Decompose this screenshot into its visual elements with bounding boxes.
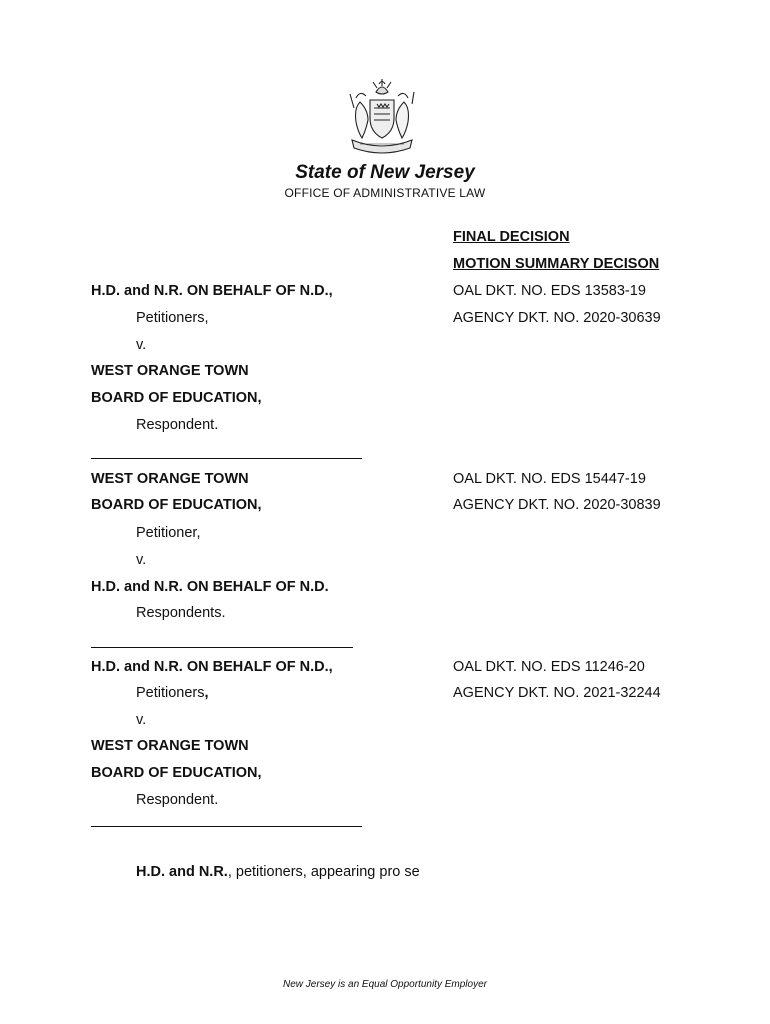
case3-petitioner-role [136, 685, 209, 701]
case1-respondent-name-line2: BOARD OF EDUCATION, [91, 390, 262, 406]
motion-summary-heading: MOTION SUMMARY DECISON [453, 256, 660, 272]
case3-respondent-name-line2: BOARD OF EDUCATION, [91, 765, 262, 781]
footer-text: New Jersey is an Equal Opportunity Employer [283, 979, 487, 990]
case1-respondent-role: Respondent. [136, 417, 219, 433]
case1-petitioner-name: H.D. and N.R. ON BEHALF OF N.D., [91, 283, 333, 299]
case3-oal-docket: OAL DKT. NO. EDS 11246-20 [453, 659, 645, 675]
appearance-text: , petitioners, appearing pro se [227, 864, 420, 880]
case2-petitioner-name-line2: BOARD OF EDUCATION, [91, 497, 262, 513]
case1-versus: v. [136, 337, 147, 353]
case2-agency-docket: AGENCY DKT. NO. 2020-30839 [453, 497, 661, 513]
office-name: OFFICE OF ADMINISTRATIVE LAW [284, 186, 486, 200]
case1-petitioner-role: Petitioners, [136, 310, 209, 326]
case2-respondent-role: Respondents. [136, 605, 226, 621]
final-decision-heading: FINAL DECISION [453, 229, 570, 245]
appearance-line [136, 864, 420, 880]
case3-agency-docket: AGENCY DKT. NO. 2021-32244 [453, 685, 661, 701]
case2-oal-docket: OAL DKT. NO. EDS 15447-19 [453, 471, 646, 487]
case1-respondent-name-line1: WEST ORANGE TOWN [91, 363, 249, 379]
case2-versus: v. [136, 552, 147, 568]
case3-petitioner-role-comma: , [204, 685, 209, 701]
case3-respondent-name-line1: WEST ORANGE TOWN [91, 738, 249, 754]
case2-respondent-name: H.D. and N.R. ON BEHALF OF N.D. [91, 579, 329, 595]
case3-petitioner-role-text: Petitioners [136, 685, 205, 701]
case2-petitioner-name-line1: WEST ORANGE TOWN [91, 471, 249, 487]
case1-agency-docket: AGENCY DKT. NO. 2020-30639 [453, 310, 661, 326]
case1-oal-docket: OAL DKT. NO. EDS 13583-19 [453, 283, 646, 299]
case3-divider [91, 826, 362, 827]
case2-petitioner-role: Petitioner, [136, 525, 201, 541]
case2-divider [91, 647, 353, 648]
case1-divider [91, 458, 362, 459]
state-title: State of New Jersey [295, 162, 475, 183]
case3-versus: v. [136, 712, 147, 728]
case3-respondent-role: Respondent. [136, 792, 219, 808]
nj-state-seal [346, 78, 418, 156]
case3-petitioner-name: H.D. and N.R. ON BEHALF OF N.D., [91, 659, 333, 675]
appearance-names: H.D. and N.R. [136, 864, 228, 880]
